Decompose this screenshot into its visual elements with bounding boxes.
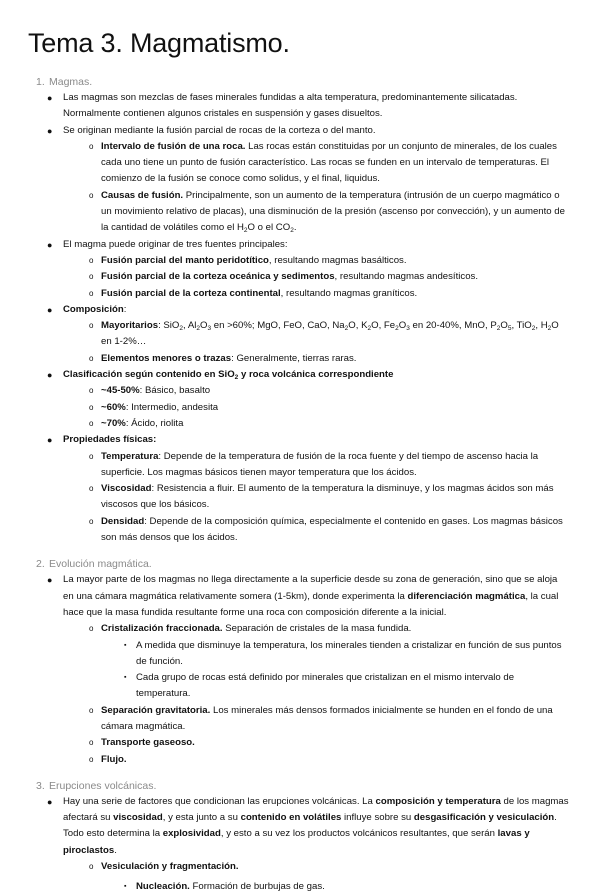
circle-bullet-icon: o [89,754,94,764]
subscript: 2 [344,325,349,333]
subscript: 2 [395,325,399,333]
text: El magma puede originar de tres fuentes principales: [63,238,288,250]
list-item-level-3 [124,879,570,895]
text: , resultando magmas graníticos. [280,287,418,299]
section-heading [36,74,600,90]
subscript: 5 [507,325,512,333]
bold-text: Clasificación según contenido en SiO [63,369,235,381]
bullet-icon: ● [47,575,53,586]
document-title: Tema 3. Magmatismo. [28,28,290,58]
circle-bullet-icon: o [89,353,94,363]
text: Los minerales más densos formados inicialmente se hunden en el fondo de una cámara magmática. [101,704,553,732]
subscript: 2 [243,227,248,235]
list-item-level-2 [89,351,570,367]
section-title: Magmas. [49,76,93,88]
text: : SiO [158,320,180,332]
bold-text: Composición [63,303,124,315]
bold-text: ~70% [101,417,126,429]
square-bullet-icon: ▪ [124,883,127,891]
text: de los magmas afectará su [63,795,569,824]
circle-bullet-icon: o [89,516,94,526]
bold-text: Intervalo de fusión de una roca. [101,140,246,152]
text: , H [535,320,548,332]
bold-text: viscosidad [113,812,163,824]
list-item-level-2 [89,703,570,736]
circle-bullet-icon: o [89,255,94,265]
bullet-icon: ● [47,796,53,807]
list-item-level-2 [89,735,570,751]
text: : Intermedio, andesita [125,401,219,413]
bold-text: Causas de fusión. [101,189,184,201]
bold-text: Transporte gaseoso. [101,737,195,749]
list-item-level-1 [47,432,570,448]
circle-bullet-icon: o [89,862,94,872]
subscript: 2 [531,325,536,333]
subscript: 3 [406,325,410,333]
subscript: 2 [179,325,184,333]
bold-text: Separación gravitatoria. [101,704,211,716]
circle-bullet-icon: o [89,386,94,396]
section-number: 3. [36,779,45,792]
text: A medida que disminuye la temperatura, los minerales tienden a cristalizar en función de sus puntos de función. [136,639,562,667]
text: O [398,320,407,332]
bold-text: Viscosidad [101,483,152,495]
circle-bullet-icon: o [89,451,94,461]
text: : Depende de la composición química, especialmente el contenido en gases. Los magmas básicos son más densos que los ácidos. [101,515,563,544]
circle-bullet-icon: o [89,484,94,494]
text: Hay una serie de factores que condicionan las erupciones volcánicas. La [63,795,376,807]
list-item-level-1 [47,90,570,123]
list-item-level-1 [47,302,570,318]
list-item-level-1 [47,572,570,621]
bold-text: y roca volcánica correspondiente [238,369,394,381]
section-heading [36,778,600,794]
text: . [114,844,117,856]
text: Las magmas son mezclas de fases minerales fundidas a alta temperatura, predominantemente silicatadas. Normalmente contienen algunos cristales en suspensión y gases disueltos. [63,92,518,120]
list-item-level-2 [89,859,570,875]
subscript: 2 [196,325,200,333]
circle-bullet-icon: o [89,705,94,715]
text: Separación de cristales de la masa fundida. [222,623,412,635]
bold-text: composición y temperatura [375,795,501,807]
bullet-icon: ● [47,304,53,315]
section-number: 1. [36,76,45,88]
list-item-level-2 [89,139,570,188]
bold-text: ~60% [101,401,126,413]
subscript: 2 [547,325,552,333]
text: : Depende de la temperatura de fusión de la roca fuente y del tiempo de ascenso hacia la superficie. Los magmas básicos tienen mayor temperatura que los ácidos. [101,450,539,478]
text: Las rocas están constituidas por un conjunto de minerales, de los cuales cada uno tiene un punto de fusión característico. Las rocas se funden en un intervalo de temperaturas. El comienzo de la fusión se conoce como solidus, y el final, liquidus. [101,140,557,185]
subscript: 2 [367,325,372,333]
bold-text: Temperatura [101,450,159,462]
text: influye sobre su [341,812,414,824]
circle-bullet-icon: o [89,272,94,282]
bold-text: Densidad [101,515,145,527]
text: . Todo esto determina la [63,812,557,840]
list-item-level-2 [89,383,570,399]
text: : Generalmente, tierras raras. [231,352,357,364]
circle-bullet-icon: o [89,738,94,748]
list-item-level-2 [89,269,570,285]
text: O [500,320,508,332]
section-heading [36,556,600,572]
text: , resultando magmas andesíticos. [334,271,478,283]
bold-text: Nucleación. [136,881,190,893]
text: . [293,222,297,234]
bullet-icon: ● [47,370,53,381]
bullet-icon: ● [47,239,53,250]
section-title: Evolución magmática. [49,558,152,571]
text: , y esta junto a su [162,812,241,824]
text: : [123,303,127,315]
bold-text: Cristalización fraccionada. [101,623,223,635]
text: O o el CO [247,222,291,234]
subscript: 3 [207,325,212,333]
list-item-level-1 [47,367,570,383]
bold-text: explosividad [162,828,221,840]
section-number: 2. [36,558,45,571]
text: , y esto a su vez los productos volcánicos resultantes, que serán [220,828,498,840]
text: Formación de burbujas de gas. [189,881,325,893]
bold-text: Mayoritarios [101,320,159,332]
bold-text: desgasificación y vesiculación [413,812,555,824]
list-item-level-3 [124,670,570,703]
bullet-icon: ● [47,93,53,103]
list-item-level-2 [89,481,570,514]
list-item-level-2 [89,752,570,768]
text: , la cual hace que la masa fundida resultante forme una roca con composición diferente a la inicial. [63,590,559,618]
text: O [199,320,208,332]
circle-bullet-icon: o [89,321,94,331]
square-bullet-icon: ▪ [124,641,127,649]
text: en >60%; MgO, FeO, CaO, Na [211,320,345,332]
bold-text: Propiedades físicas: [63,434,157,446]
text: , resultando magmas basálticos. [268,254,407,266]
text: : Básico, basalto [139,385,211,397]
list-item-level-2 [89,449,570,482]
subscript: 2 [496,325,501,333]
list-item-level-3 [124,638,570,671]
text: : Ácido, riolita [125,417,184,429]
text: La mayor parte de los magmas no llega directamente a la superficie desde su zona de generación, sino que se aloja en una cámara magmática relativamente somera (1-5km), donde experimenta la [63,574,558,602]
list-item-level-2 [89,416,570,432]
circle-bullet-icon: o [89,288,94,298]
text: , Al [183,320,197,332]
bullet-icon: ● [47,125,53,136]
list-item-level-1 [47,237,570,253]
subscript: 2 [234,374,239,382]
text: Se originan mediante la fusión parcial de rocas de la corteza o del manto. [63,124,376,136]
text: O en 1-2%… [101,320,559,348]
list-item-level-2 [89,253,570,269]
bold-text: Elementos menores o trazas [101,352,232,364]
bullet-icon: ● [47,435,53,446]
text: Principalmente, son un aumento de la temperatura (intrusión de un cuerpo magmático o un movimiento relativo de placas), una disminución de la presión (ascenso por convección), y un aumento de la cantidad de volátiles como el H [101,189,565,234]
circle-bullet-icon: o [89,190,94,200]
bold-text: Vesiculación y fragmentación. [101,861,239,873]
list-item-level-2 [89,514,570,547]
list-item-level-2 [89,188,570,237]
list-item-level-2 [89,318,570,351]
bold-text: contenido en volátiles [240,812,342,824]
document-body [0,68,600,896]
bold-text: diferenciación magmática [407,590,526,602]
circle-bullet-icon: o [89,418,94,428]
list-item-level-1 [47,794,570,859]
circle-bullet-icon: o [89,402,94,412]
text: Cada grupo de rocas está definido por minerales que cristalizan en el mismo intervalo de temperatura. [136,672,515,700]
list-item-level-1 [47,123,570,139]
text: , TiO [511,320,532,332]
text: O, Fe [371,320,396,332]
text: O, K [348,320,368,332]
circle-bullet-icon: o [89,624,94,634]
list-item-level-2 [89,286,570,302]
circle-bullet-icon: o [89,141,94,151]
section-title: Erupciones volcánicas. [49,779,157,792]
text: en 20-40%, MnO, P [409,320,497,332]
subscript: 2 [290,227,294,235]
bold-text: Fusión parcial de la corteza continental [101,287,281,299]
bold-text: ~45-50% [101,385,140,397]
list-item-level-2 [89,621,570,637]
bold-text: Flujo. [101,753,127,765]
bold-text: Fusión parcial de la corteza oceánica y sedimentos [101,271,335,283]
list-item-level-2 [89,400,570,416]
square-bullet-icon: ▪ [124,674,127,682]
bold-text: lavas y piroclastos [63,828,530,856]
bold-text: Fusión parcial del manto peridotítico [101,254,269,266]
text: : Resistencia a fluir. El aumento de la temperatura la disminuye, y los magmas ácidos son más viscosos que los básicos. [101,483,554,511]
